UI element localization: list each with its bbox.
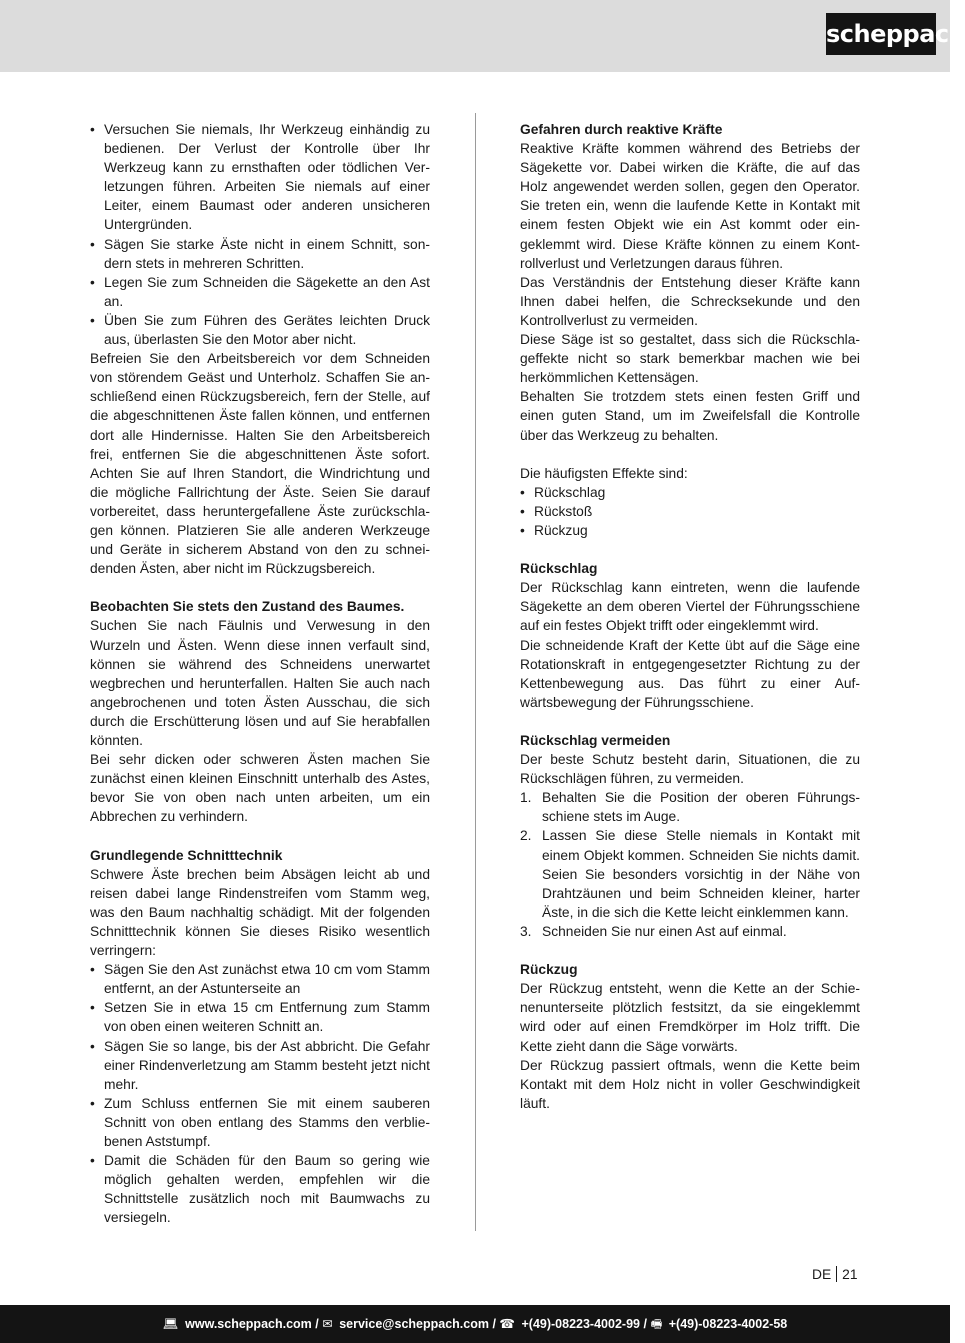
safety-bullet-list	[90, 120, 430, 349]
list-item: • Versuchen Sie niemals, Ihr Werkzeug einhändig zu bedienen. Der Verlust der Kontrolle über Ihr Werkzeug kann zu ernsthaften oder tödlichen Verletzungen führen. Arbeiten Sie niemals auf einer Leiter, einem Baumast oder anderen unsicheren Untergründen.	[90, 120, 430, 235]
list-item: • Sägen Sie den Ast zunächst etwa 10 cm vom Stamm entfernt, an der Astunterseite an	[90, 960, 430, 998]
kickback-paragraph: Der Rückschlag kann eintreten, wenn die laufende Sägekette an dem oberen Viertel der Führungsschiene auf ein festes Objekt trifft oder eingeklemmt wird.	[520, 580, 860, 634]
page-number-value: 21	[842, 1267, 858, 1282]
kickback-paragraph: Die schneidende Kraft der Kette übt auf die Säge eine Rotationskraft in entgegengesetzter Richtung zu der Kettenbewegung aus. Das führt zu einer Aufwärtsbewegung der Führungsschiene.	[520, 637, 860, 710]
mail-icon: ✉︎	[322, 1317, 333, 1331]
list-item-text: Lassen Sie diese Stelle niemals in Kontakt mit einem Objekt kommen. Schneiden Sie nichts damit. Seien Sie besonders vorsichtig in der Nähe von Drahtzäunen und beim Schneiden kleiner, harter Äste, in die sich die Kette leicht einklemmen kann.	[542, 828, 860, 920]
tree-condition-heading: Beobachten Sie stets den Zustand des Baumes.	[90, 599, 405, 615]
list-item: • Legen Sie zum Schneiden die Sägekette an den Ast an.	[90, 273, 430, 311]
list-item: • Rückzug	[520, 521, 860, 540]
list-item: • Rückschlag	[520, 483, 860, 502]
reactive-forces-paragraph: Behalten Sie trotzdem stets einen festen Griff und einen guten Stand, um im Zweifelsfall die Kontrolle über das Werkzeug zu behalten.	[520, 389, 860, 443]
list-number: 2.	[520, 828, 532, 844]
right-column	[520, 120, 860, 1113]
list-item: • Damit die Schäden für den Baum so gering wie möglich gehalten werden, empfehlen wir die Schnittstelle zusätzlich noch mit Baumwachs zu versiegeln.	[90, 1151, 430, 1227]
avoid-kickback-list	[520, 788, 860, 941]
list-number: 3.	[520, 923, 532, 939]
list-item	[520, 922, 860, 941]
work-area-paragraph: Befreien Sie den Arbeitsbereich vor dem Schneiden von störendem Geäst und Unterholz. Schaffen Sie anschließend einen Rückzugsbereich, fern der Stelle, auf die abgeschnittenen Äste fallen können, und entfernen dort alle Hindernisse. Halten Sie den Arbeitsbereich frei, entfernen Sie die abgeschnittenen Äste sofort. Achten Sie auf Ihren Standort, die Windrichtung und die mögliche Fallrichtung der Äste. Seien Sie darauf vorbereitet, dass heruntergefallene Äste zurückschlagen können. Platzieren Sie alle anderen Werkzeuge und Geräte in sicherem Abstand von den zu schneidenden Ästen, aber nicht im Rückzugsbereich.	[90, 351, 430, 577]
avoid-kickback-paragraph: Der beste Schutz besteht darin, Situationen, die zu Rückschlägen führen, zu vermeiden.	[520, 752, 860, 787]
list-item: • Üben Sie zum Führen des Gerätes leichten Druck aus, überlasten Sie den Motor aber nicht.	[90, 311, 430, 349]
list-number: 1.	[520, 790, 532, 806]
footer-separator: /	[643, 1317, 647, 1331]
page-language: DE	[812, 1267, 832, 1282]
header-bar	[0, 0, 965, 72]
page-number	[812, 1266, 858, 1282]
list-item: • Rückstoß	[520, 502, 860, 521]
list-item	[520, 826, 860, 921]
tree-condition-paragraph: Suchen Sie nach Fäulnis und Verwesung in den Wurzeln und Ästen. Wenn diese innen verfault sind, können sie während des Schneidens unerwartet wegbrechen und herunterfallen. Halten Sie auch nach angebrochenen und toten Ästen Ausschau, die sich durch die Erschütterung lösen und auf Sie herabfallen könnten.	[90, 618, 430, 748]
kickback-heading: Rückschlag	[520, 561, 598, 577]
effects-list	[520, 483, 860, 540]
list-item-text: Schneiden Sie nur einen Ast auf einmal.	[542, 923, 787, 939]
column-divider	[475, 113, 476, 1231]
website-link[interactable]: www.scheppach.com	[185, 1317, 312, 1331]
computer-icon: 💻︎	[162, 1317, 179, 1331]
list-item-text: Behalten Sie die Position der oberen Führungsschiene stets im Auge.	[542, 790, 860, 825]
technique-bullet-list	[90, 960, 430, 1227]
footer-separator: /	[492, 1317, 496, 1331]
cutting-technique-paragraph: Schwere Äste brechen beim Absägen leicht ab und reisen dabei lange Rindenstreifen vom Stamm weg, was den Baum nachhaltig schädigt. Mit der folgenden Schnitttechnik können Sie dieses Risiko wesentlich verringern:	[90, 866, 430, 959]
list-item: • Zum Schluss entfernen Sie mit einem sauberen Schnitt von oben entlang des Stamms den verbliebenen Aststumpf.	[90, 1094, 430, 1151]
fax-number[interactable]: +(49)-08223-4002-58	[668, 1317, 788, 1331]
footer-bar	[0, 1305, 950, 1343]
cutting-technique-heading: Grundlegende Schnitttechnik	[90, 847, 283, 863]
phone-number[interactable]: +(49)-08223-4002-99	[521, 1317, 640, 1331]
thick-branches-paragraph: Bei sehr dicken oder schweren Ästen machen Sie zunächst einen kleinen Einschnitt unterhalb des Astes, bevor Sie von oben nach unten arbeiten, um ein Abbrechen zu verhindern.	[90, 752, 430, 825]
avoid-kickback-heading: Rückschlag vermeiden	[520, 733, 671, 748]
reactive-forces-paragraph: Reaktive Kräfte kommen während des Betriebs der Sägekette vor. Dabei wirken die Kräfte, die auf das Holz angewendet werden sollen, gegen den Operator. Sie treten ein, wenn die laufende Kette in Kontakt mit einem festen Objekt wie ein Ast kommt oder eingeklemmt wird. Diese Kräfte können zu einem Kontrollverlust und Verletzungen daraus führen.	[520, 141, 860, 271]
fax-icon: 🖷︎	[650, 1317, 663, 1331]
list-item: • Sägen Sie so lange, bis der Ast abbricht. Die Gefahr einer Rindenverletzung am Stamm besteht jetzt nicht mehr.	[90, 1037, 430, 1094]
list-item: • Sägen Sie starke Äste nicht in einem Schnitt, sondern stets in mehreren Schritten.	[90, 235, 430, 273]
page-number-separator	[836, 1266, 837, 1282]
reactive-forces-paragraph: Das Verständnis der Entstehung dieser Kräfte kann Ihnen dabei helfen, die Schrecksekunde und den Kontrollverlust zu vermeiden.	[520, 274, 860, 328]
scheppach-logo: scheppach	[826, 13, 936, 55]
email-link[interactable]: service@scheppach.com	[339, 1317, 489, 1331]
pull-in-paragraph: Der Rückzug entsteht, wenn die Kette an der Schienenunterseite plötzlich festsitzt, da sie eingeklemmt wird oder auf einen Fremdkörper im Holz trifft. Die Kette zieht dann die Säge vorwärts.	[520, 981, 860, 1054]
list-item: • Setzen Sie in etwa 15 cm Entfernung zum Stamm von oben einen weiteren Schnitt an.	[90, 998, 430, 1036]
pull-in-heading: Rückzug	[520, 962, 578, 978]
effects-intro: Die häufigsten Effekte sind:	[520, 465, 688, 481]
footer-separator: /	[315, 1317, 319, 1331]
pull-in-paragraph: Der Rückzug passiert oftmals, wenn die Kette beim Kontakt mit dem Holz nicht in voller Geschwindigkeit läuft.	[520, 1057, 860, 1111]
reactive-forces-heading: Gefahren durch reaktive Kräfte	[520, 122, 723, 137]
left-column	[90, 120, 430, 1227]
reactive-forces-paragraph: Diese Säge ist so gestaltet, dass sich die Rückschlageffekte nicht so stark bemerkbar machen wie bei herkömmlichen Kettensägen.	[520, 332, 860, 386]
list-item	[520, 788, 860, 826]
phone-icon: ☎︎	[499, 1317, 515, 1331]
